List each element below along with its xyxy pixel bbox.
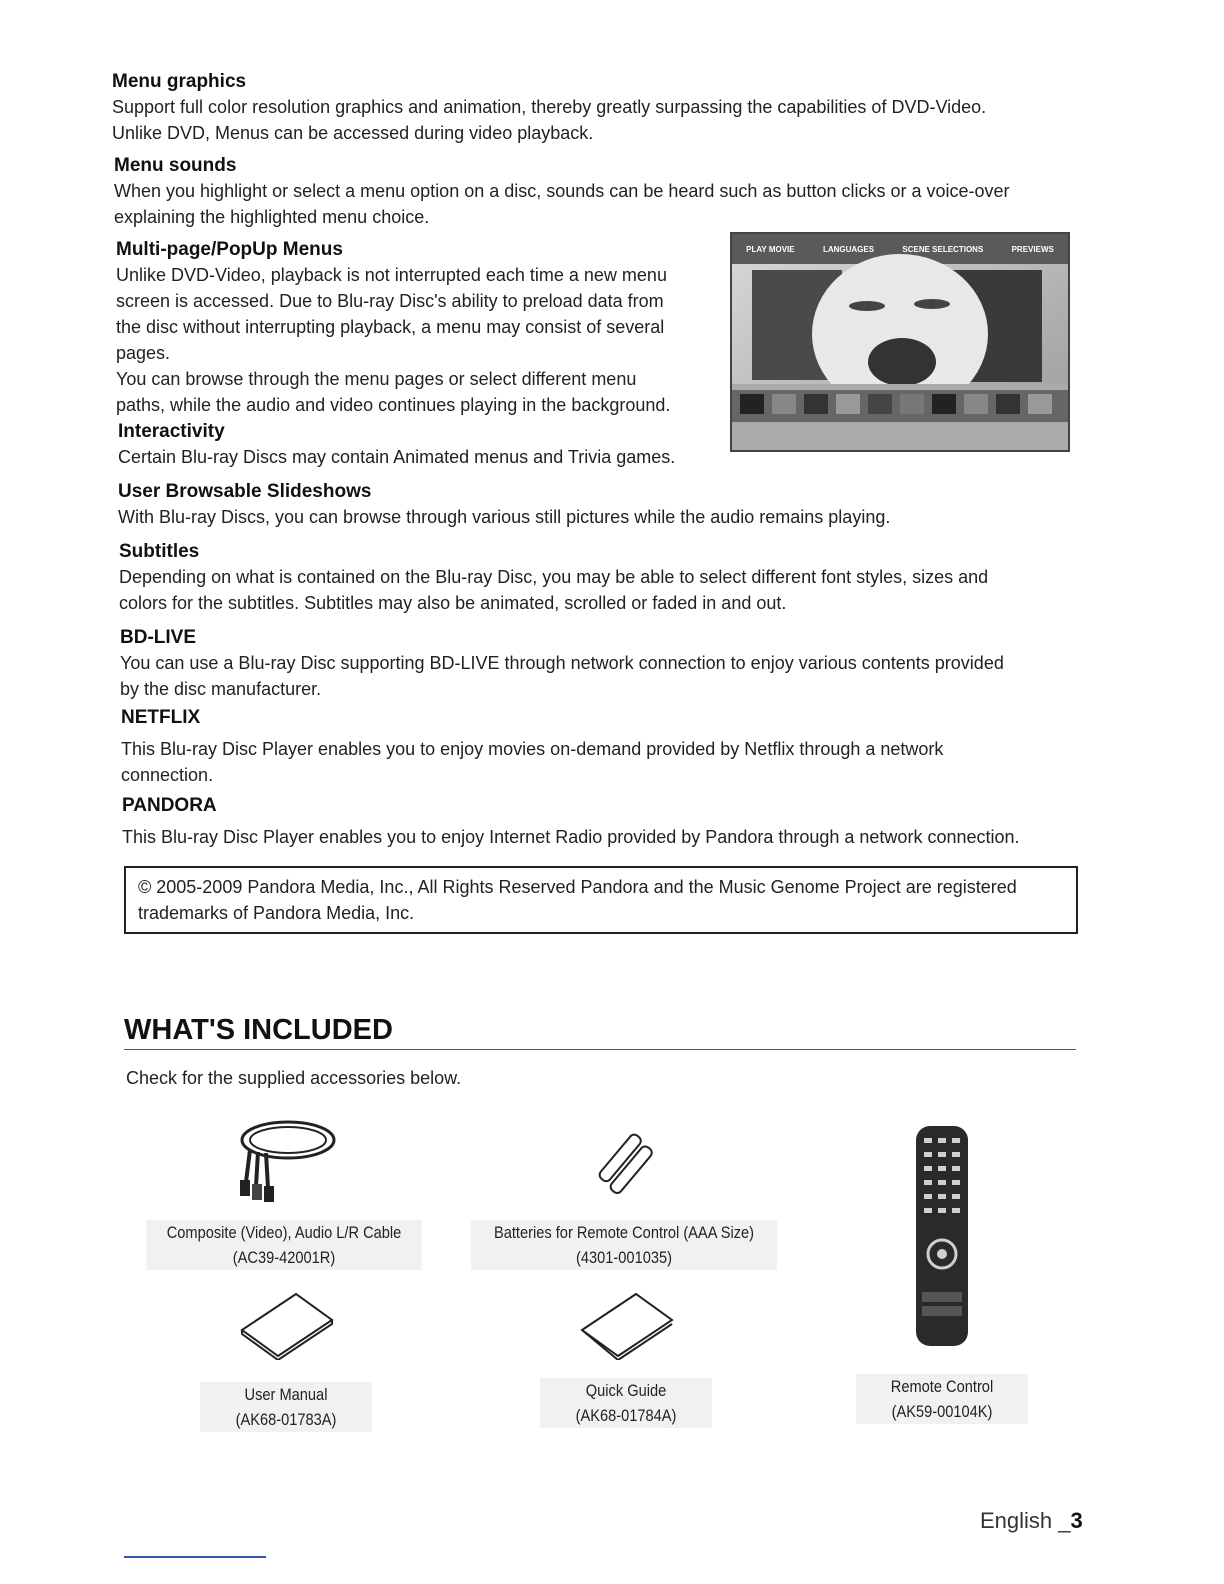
menu-tab-play-movie: PLAY MOVIE <box>746 244 795 254</box>
section-title: Menu graphics <box>112 71 247 92</box>
accessory-name: Quick Guide <box>585 1381 667 1400</box>
section-line: screen is accessed. Due to Blu-ray Disc's ability to preload data from <box>116 291 664 311</box>
child-face-image <box>732 234 1068 450</box>
accessory-cable <box>146 1220 421 1270</box>
section-line: Support full color resolution graphics and animation, thereby greatly surpassing the capabilities of DVD-Video. <box>112 97 987 117</box>
section-line: paths, while the audio and video continues playing in the background. <box>116 395 671 415</box>
section-line: This Blu-ray Disc Player enables you to enjoy movies on-demand provided by Netflix through a network <box>121 739 944 759</box>
whats-included-subtitle: Check for the supplied accessories below. <box>126 1068 462 1088</box>
section-title: Multi-page/PopUp Menus <box>116 239 343 260</box>
section-line: Unlike DVD-Video, playback is not interrupted each time a new menu <box>116 265 667 285</box>
manual-icon <box>236 1290 336 1360</box>
pandora-copyright-notice <box>124 866 1078 934</box>
accessory-remote-control <box>856 1374 1028 1424</box>
section-title: PANDORA <box>122 795 217 816</box>
section-title: BD-LIVE <box>120 627 196 648</box>
section-netflix <box>121 706 1081 788</box>
section-multipage-menus <box>116 238 716 418</box>
section-title: Menu sounds <box>114 155 237 176</box>
page-number: 3 <box>1070 1508 1083 1533</box>
menu-tabs <box>732 240 1068 258</box>
accessory-code: (AK59-00104K) <box>891 1402 993 1421</box>
section-bd-live <box>120 626 1080 702</box>
section-line: When you highlight or select a menu option on a disc, sounds can be heard such as button clicks or a voice-over <box>114 181 1010 201</box>
section-menu-graphics <box>112 70 1072 146</box>
section-title: Subtitles <box>119 541 200 562</box>
cable-icon <box>226 1112 342 1204</box>
footnote-rule <box>124 1556 266 1558</box>
accessory-code: (AK68-01783A) <box>235 1410 337 1429</box>
section-interactivity <box>118 420 718 470</box>
section-title: User Browsable Slideshows <box>118 481 372 502</box>
battery-icon <box>588 1124 656 1200</box>
section-line: colors for the subtitles. Subtitles may also be animated, scrolled or faded in and out. <box>119 593 787 613</box>
section-line: Certain Blu-ray Discs may contain Animated menus and Trivia games. <box>118 447 676 467</box>
accessory-user-manual <box>200 1382 372 1432</box>
menu-tab-scene-selections: SCENE SELECTIONS <box>902 244 984 254</box>
remote-icon <box>912 1124 972 1350</box>
section-line: This Blu-ray Disc Player enables you to enjoy Internet Radio provided by Pandora through a network connection. <box>122 827 1020 847</box>
section-subtitles <box>119 540 1079 616</box>
section-line: You can browse through the menu pages or select different menu <box>116 369 637 389</box>
page-footer <box>980 1508 1083 1534</box>
bluray-menu-screenshot <box>730 232 1070 452</box>
section-line: pages. <box>116 343 171 363</box>
accessory-name: Composite (Video), Audio L/R Cable <box>166 1223 402 1242</box>
section-user-browsable-slideshows <box>118 480 1078 530</box>
menu-tab-previews: PREVIEWS <box>1011 244 1054 254</box>
accessory-name: Remote Control <box>890 1377 994 1396</box>
menu-tab-languages: LANGUAGES <box>822 244 875 254</box>
guide-icon <box>576 1290 676 1360</box>
accessory-code: (AK68-01784A) <box>575 1406 677 1425</box>
section-line: the disc without interrupting playback, a menu may consist of several <box>116 317 665 337</box>
section-line: explaining the highlighted menu choice. <box>114 207 430 227</box>
section-line: by the disc manufacturer. <box>120 679 322 699</box>
section-title: Interactivity <box>118 421 225 442</box>
accessory-name: Batteries for Remote Control (AAA Size) <box>493 1223 755 1242</box>
section-line: You can use a Blu-ray Disc supporting BD-LIVE through network connection to enjoy various contents provided <box>120 653 1004 673</box>
whats-included-title: WHAT'S INCLUDED <box>124 1014 1076 1050</box>
section-menu-sounds <box>114 154 1074 230</box>
section-line: connection. <box>121 765 214 785</box>
notice-line: trademarks of Pandora Media, Inc. <box>138 903 415 923</box>
accessory-quick-guide <box>540 1378 712 1428</box>
footer-language: English _ <box>980 1508 1071 1533</box>
section-line: With Blu-ray Discs, you can browse through various still pictures while the audio remains playing. <box>118 507 891 527</box>
accessory-code: (4301-001035) <box>576 1248 672 1267</box>
accessory-name: User Manual <box>244 1385 328 1404</box>
accessory-batteries <box>471 1220 777 1270</box>
accessory-code: (AC39-42001R) <box>232 1248 336 1267</box>
section-title: NETFLIX <box>121 707 201 728</box>
notice-line: © 2005-2009 Pandora Media, Inc., All Rights Reserved Pandora and the Music Genome Project are registered <box>138 877 1017 897</box>
section-pandora <box>122 794 1082 850</box>
section-line: Unlike DVD, Menus can be accessed during video playback. <box>112 123 594 143</box>
section-line: Depending on what is contained on the Blu-ray Disc, you may be able to select different font styles, sizes and <box>119 567 989 587</box>
